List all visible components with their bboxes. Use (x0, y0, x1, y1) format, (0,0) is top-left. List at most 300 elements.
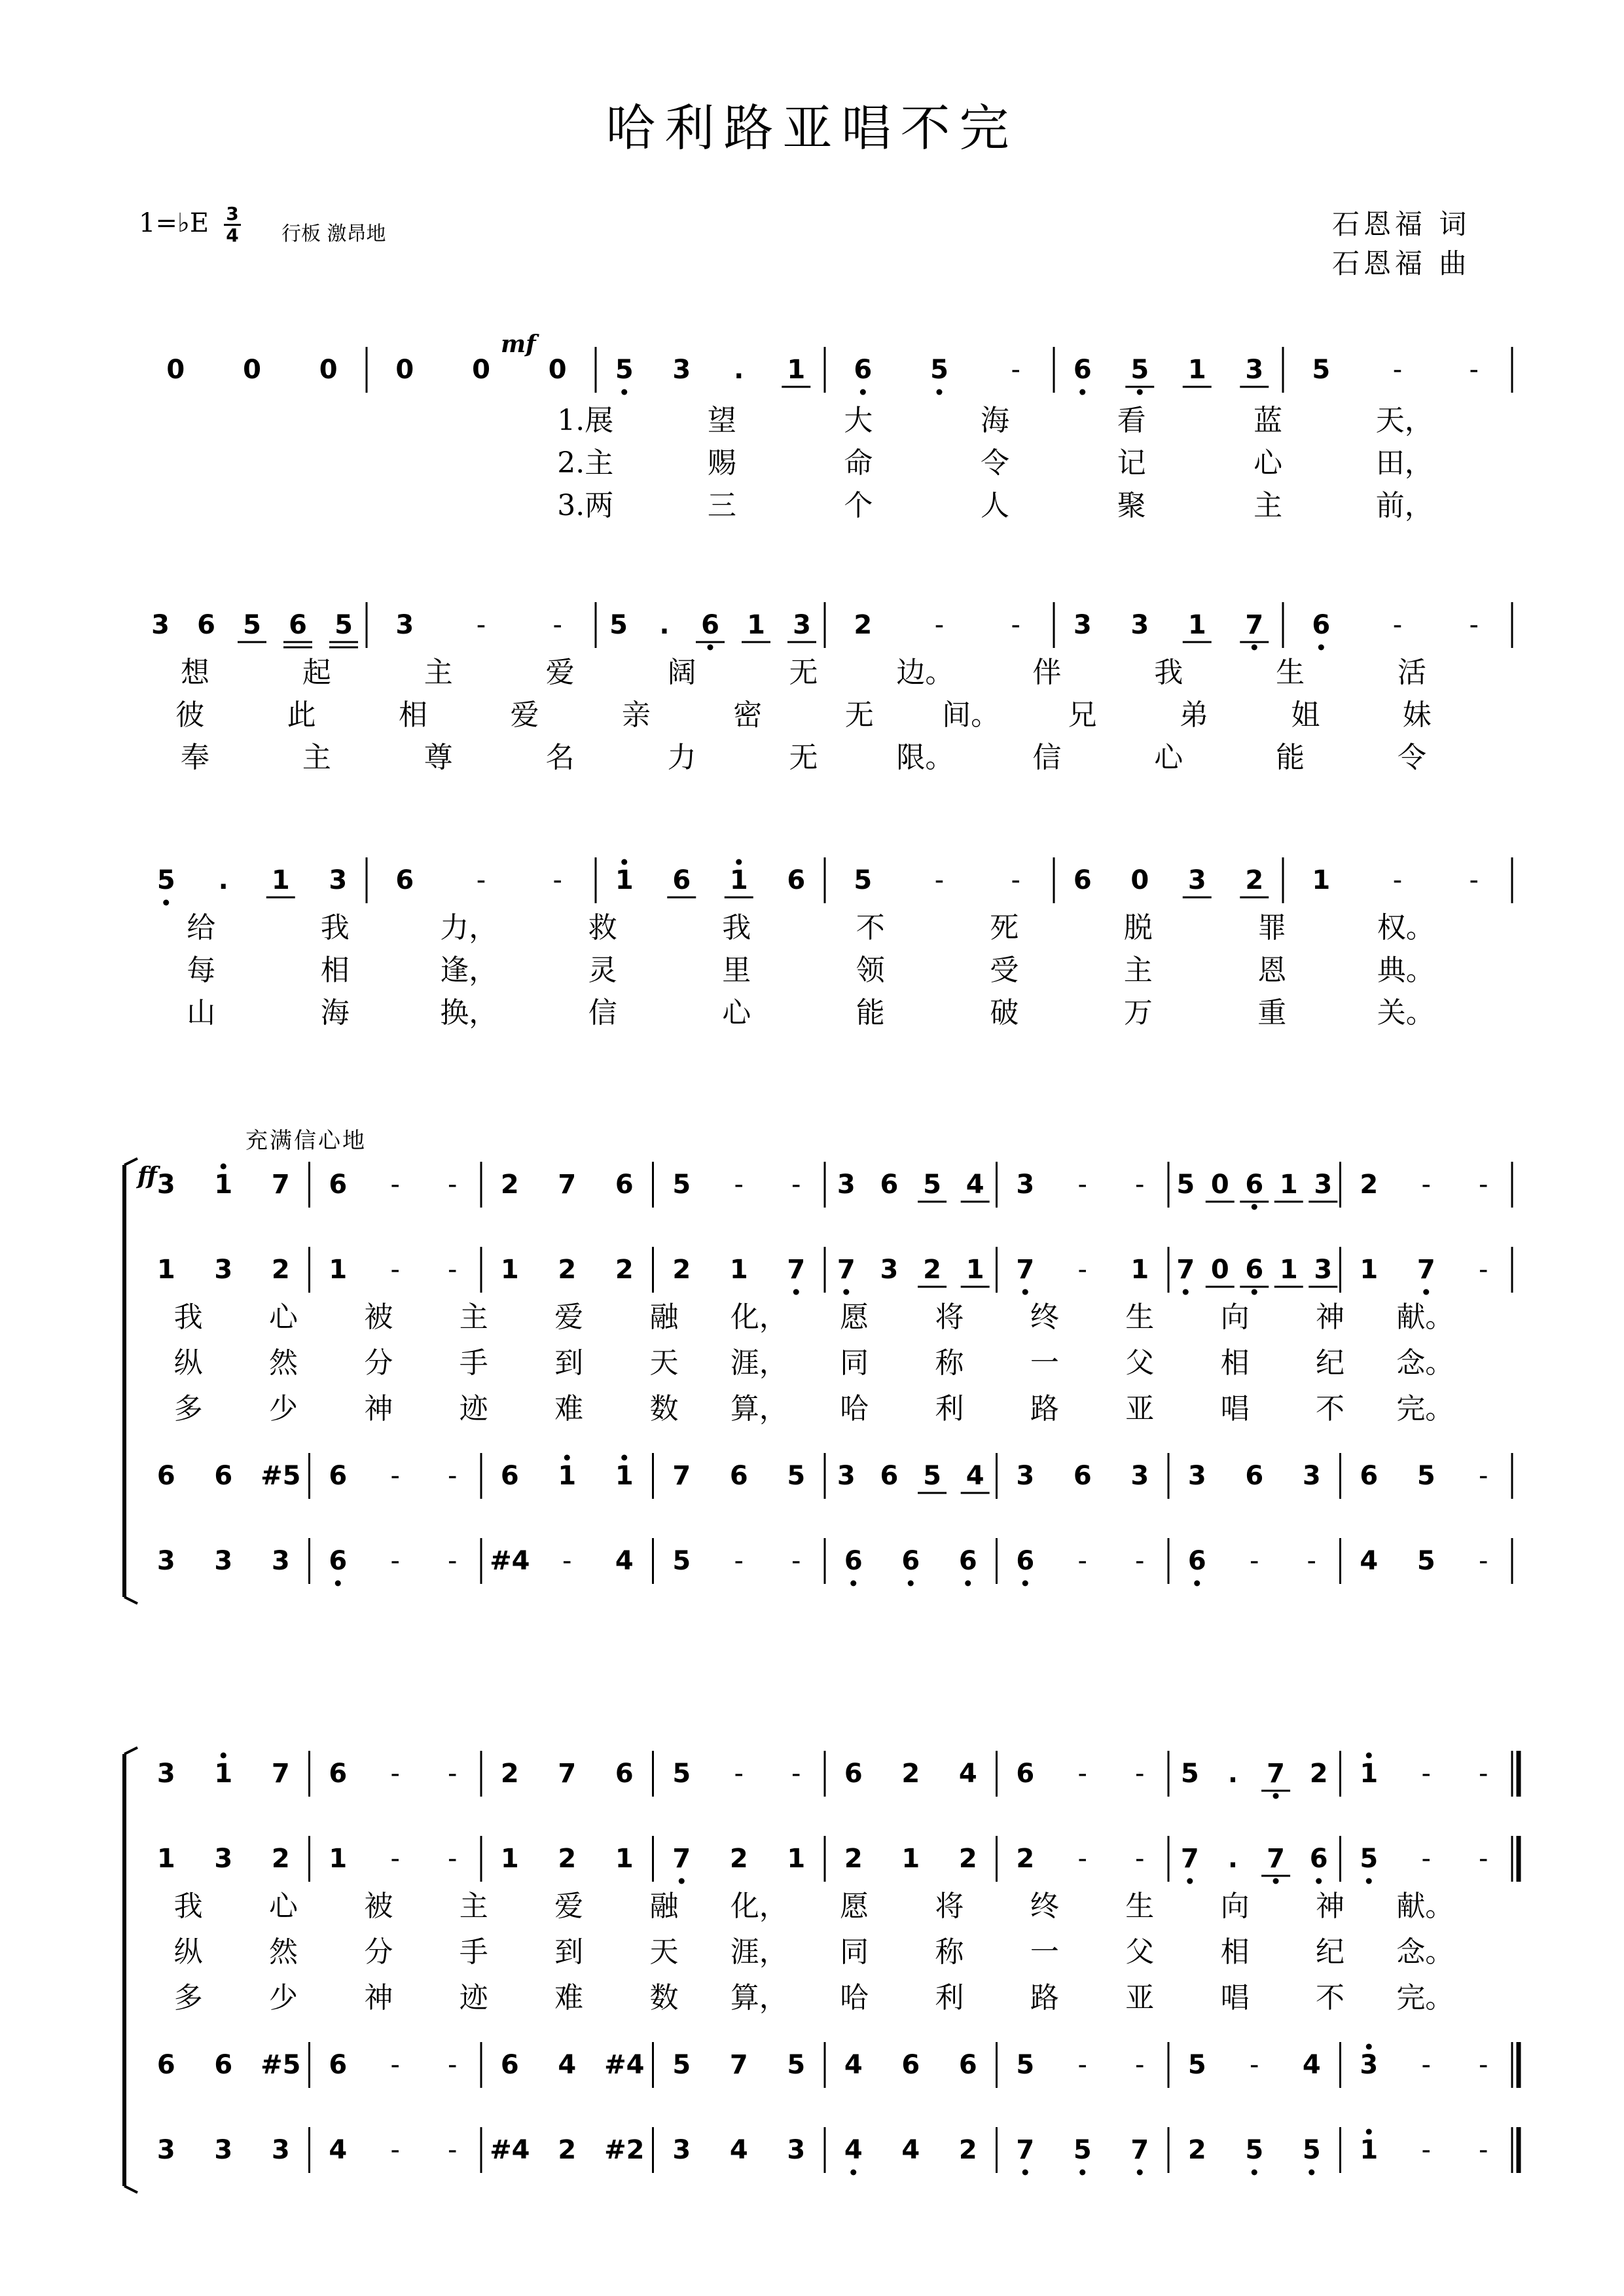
system-5-part-3-note: - (448, 2050, 458, 2080)
system-2-verse-3-syllable: 力 (667, 741, 696, 774)
system-3-verse-1-syllable: 我 (320, 911, 350, 944)
system-4-verse-1-syllable: 生 (1125, 1300, 1155, 1334)
system-2-note: 5 (334, 610, 353, 640)
system-3-verse-1-syllable: 罪 (1257, 911, 1287, 944)
system-5-part-4-note: 1 (1360, 2135, 1379, 2165)
system-2-note: 3 (1073, 610, 1092, 640)
system-4-part-4-note: 6 (1016, 1546, 1035, 1576)
tempo-marking: 行板 激昂地 (281, 223, 386, 245)
system-4-part-4-note: #4 (490, 1546, 530, 1576)
system-3-verse-1-syllable: 我 (722, 911, 751, 944)
system-3-verse-3-syllable: 换， (440, 996, 498, 1030)
system-4-part-1-note: 4 (965, 1170, 984, 1200)
system-4-part-1-note: 6 (615, 1170, 634, 1200)
system-4-part-3-note: 6 (214, 1461, 233, 1491)
system-4-verse-2-syllable: 然 (269, 1346, 298, 1380)
system-3-verse-2-syllable: 灵 (588, 954, 617, 987)
system-4-part-1-note: - (1479, 1170, 1489, 1200)
system-4-verse-2-syllable: 念。 (1396, 1346, 1454, 1380)
system-3-verse-2-syllable: 典。 (1377, 954, 1435, 987)
system-4-part-1-note: - (1421, 1170, 1431, 1200)
system-1-note: 0 (243, 355, 261, 385)
system-5-verse-1-syllable: 我 (173, 1890, 203, 1923)
system-5-part-4-note: - (448, 2135, 458, 2165)
system-4-verse-2-syllable: 纪 (1315, 1346, 1344, 1380)
system-4-part-2-note: - (390, 1255, 400, 1285)
system-5-part-2-note: 2 (1016, 1844, 1035, 1874)
system-4-part-1-note: 5 (672, 1170, 691, 1200)
system-1-verse-3-syllable: 主 (1254, 489, 1283, 522)
system-4-verse-1-syllable: 被 (364, 1300, 393, 1334)
time-signature-top: 3 (226, 203, 239, 224)
system-4-part-4-note: 3 (214, 1546, 233, 1576)
system-4-part-1-note: 6 (1245, 1170, 1264, 1200)
system-1-note: 0 (166, 355, 185, 385)
time-signature-bottom: 4 (226, 224, 239, 246)
system-5-part-2-note: 1 (329, 1844, 348, 1874)
system-4-part-2-note: 2 (615, 1255, 634, 1285)
system-4-part-3-note: 1 (558, 1461, 577, 1491)
system-5-part-3-note: 3 (1360, 2050, 1379, 2080)
system-4-part-2-note: - (1479, 1255, 1489, 1285)
system-5-verse-2-syllable: 纪 (1315, 1935, 1344, 1969)
system-5-part-1-note: - (390, 1759, 400, 1789)
system-2-verse-1-syllable: 我 (1154, 656, 1183, 689)
system-2-verse-3-syllable: 名 (545, 741, 575, 774)
system-4-part-1-note: 0 (1210, 1170, 1229, 1200)
system-4-part-4-note: 4 (615, 1546, 634, 1576)
system-2-note: . (659, 610, 670, 640)
system-5-verse-1-syllable: 化， (730, 1890, 788, 1923)
system-3-note: - (1011, 865, 1020, 895)
system-5-verse-2-syllable: 手 (459, 1935, 488, 1969)
system-4-part-2-note: 1 (729, 1255, 748, 1285)
system-4-verse-1-syllable: 我 (173, 1300, 203, 1334)
system-5-part-3-note: - (1250, 2050, 1259, 2080)
system-1-note: 6 (1073, 355, 1092, 385)
system-5-part-4-note: #4 (490, 2135, 530, 2165)
key-label: 1=♭E (139, 208, 209, 238)
system-1-verse-1-syllable: 1.展 (557, 404, 614, 437)
system-5-part-1-note: - (734, 1759, 744, 1789)
system-5-verse-2-syllable: 分 (364, 1935, 393, 1969)
system-4-verse-2-syllable: 涯， (730, 1346, 788, 1380)
song-title: 哈利路亚唱不完 (605, 99, 1019, 157)
system-4-verse-3-syllable: 迹 (459, 1392, 488, 1426)
system-5-part-4-note: #2 (604, 2135, 645, 2165)
system-4-verse-2-syllable: 手 (459, 1346, 488, 1380)
system-1-note: 1 (1187, 355, 1206, 385)
system-2-note: - (934, 610, 945, 640)
system-4-part-2-note: 7 (1176, 1255, 1195, 1285)
system-4-part-1-note: 7 (271, 1170, 290, 1200)
system-1-verse-1-syllable: 海 (981, 404, 1009, 437)
system-2-verse-1-syllable: 活 (1398, 656, 1427, 689)
system-4-part-4-note: 6 (958, 1546, 977, 1576)
system-1-verse-3-syllable: 三 (707, 489, 736, 522)
system-2-note: 5 (243, 610, 261, 640)
system-3-note: - (552, 865, 562, 895)
system-3-verse-1-syllable: 力， (440, 911, 498, 944)
system-2-verse-2-syllable: 此 (287, 698, 316, 732)
system-5-part-3-note: 4 (558, 2050, 577, 2080)
system-3-verse-2-syllable: 相 (320, 954, 350, 987)
system-1-note: 5 (615, 355, 634, 385)
system-5-part-2-note: - (1479, 1844, 1489, 1874)
system-4-part-4-note: - (390, 1546, 400, 1576)
system-5-verse-1-syllable: 向 (1220, 1890, 1250, 1923)
system-1-verse-1-syllable: 大 (844, 404, 873, 437)
system-4-part-1-note: - (448, 1170, 458, 1200)
system-4-part-2-note: 6 (1245, 1255, 1264, 1285)
system-1-verse-3-syllable: 个 (844, 489, 873, 522)
system-4-part-4-note: - (734, 1546, 744, 1576)
system-2-verse-2-syllable: 相 (399, 698, 428, 732)
system-5-part-3-note: 6 (901, 2050, 920, 2080)
system-5-verse-3-syllable: 不 (1315, 1981, 1344, 2015)
system-3-verse-2-syllable: 恩 (1257, 954, 1287, 987)
system-3-verse-1-syllable: 权。 (1377, 911, 1435, 944)
system-4-part-2-note: 0 (1210, 1255, 1229, 1285)
system-5-part-1-note: - (1135, 1759, 1145, 1789)
system-3-verse-2-syllable: 里 (722, 954, 751, 987)
system-4-part-4-note: 6 (1187, 1546, 1206, 1576)
system-3-verse-1-syllable: 给 (187, 911, 216, 944)
system-2-verse-2-syllable: 彼 (175, 698, 205, 732)
system-4-part-4-note: 6 (844, 1546, 863, 1576)
system-3-note: - (934, 865, 945, 895)
system-4-part-2-note: 2 (271, 1255, 290, 1285)
system-5-part-4-note: 5 (1073, 2135, 1092, 2165)
system-4-verse-1-syllable: 向 (1220, 1300, 1250, 1334)
system-5-part-1-note: 5 (1180, 1759, 1199, 1789)
system-5-part-4-note: 5 (1245, 2135, 1264, 2165)
system-5-part-3-note: 5 (787, 2050, 806, 2080)
system-4-part-1-note: - (791, 1170, 801, 1200)
system-1-note: 0 (395, 355, 414, 385)
system-4-part-3-note: 6 (1360, 1461, 1379, 1491)
system-4-verse-2-syllable: 一 (1030, 1346, 1059, 1380)
system-5-verse-3-syllable: 哈 (840, 1981, 869, 2015)
system-2-verse-1-syllable: 阔 (667, 656, 696, 689)
system-4-part-3-note: 4 (965, 1461, 984, 1491)
system-4-part-3-note: 3 (1016, 1461, 1035, 1491)
system-4-part-4-note: 4 (1360, 1546, 1379, 1576)
system-4-verse-1-syllable: 心 (269, 1300, 298, 1334)
system-2-verse-1-syllable: 无 (789, 656, 818, 689)
system-4-verse-3-syllable: 利 (935, 1392, 964, 1426)
system-4-verse-3-syllable: 多 (173, 1392, 203, 1426)
system-3-verse-2-syllable: 领 (856, 954, 885, 987)
system-1-verse-2-syllable: 赐 (707, 446, 736, 480)
system-5-verse-2-syllable: 同 (840, 1935, 869, 1969)
system-3-note: 1 (271, 865, 290, 895)
system-5-part-4-note: 3 (214, 2135, 233, 2165)
system-4-verse-2-syllable: 同 (840, 1346, 869, 1380)
system-3-verse-3-syllable: 山 (187, 996, 216, 1030)
system-4-verse-1-syllable: 神 (1315, 1300, 1344, 1334)
system-5-verse-1-syllable: 爱 (554, 1890, 584, 1923)
system-4-part-1-note: - (390, 1170, 400, 1200)
system-3-note: - (1392, 865, 1403, 895)
system-4-part-2-note: - (1077, 1255, 1087, 1285)
system-4-verse-1-syllable: 将 (935, 1300, 964, 1334)
system-4-verse-3-syllable: 不 (1315, 1392, 1344, 1426)
system-3-note: 1 (1312, 865, 1331, 895)
system-5-part-2-note: - (1077, 1844, 1087, 1874)
system-5-verse-1-syllable: 被 (364, 1890, 393, 1923)
system-2-note: 6 (197, 610, 215, 640)
system-5-part-3-note: - (1077, 2050, 1087, 2080)
system-4-part-2-note: 1 (1130, 1255, 1149, 1285)
system-2-note: - (476, 610, 486, 640)
system-1-verse-3-syllable: 3.两 (557, 489, 614, 522)
system-5-verse-2-syllable: 念。 (1396, 1935, 1454, 1969)
system-3-note: 1 (729, 865, 748, 895)
system-5-part-1-note: - (1077, 1759, 1087, 1789)
system-5-part-2-note: 1 (787, 1844, 806, 1874)
system-1-note: 1 (787, 355, 806, 385)
system-4-part-3-note: 3 (1130, 1461, 1149, 1491)
system-4-part-4-note: 3 (156, 1546, 175, 1576)
system-5-part-1-note: 6 (329, 1759, 348, 1789)
system-1-note: 0 (319, 355, 338, 385)
system-5-verse-2-syllable: 相 (1220, 1935, 1250, 1969)
system-4-part-3-note: 6 (729, 1461, 748, 1491)
system-5-part-1-note: . (1227, 1759, 1238, 1789)
system-1-verse-2-syllable: 田， (1375, 446, 1434, 480)
system-1-verse-3-syllable: 前， (1375, 489, 1434, 522)
system-4-part-2-note: 2 (923, 1255, 941, 1285)
system-5-verse-3-syllable: 数 (649, 1981, 679, 2015)
system-1-note: 0 (548, 355, 567, 385)
system-4-part-4-note: 5 (672, 1546, 691, 1576)
system-2-note: 1 (1187, 610, 1206, 640)
system-4-part-2-note: 7 (1016, 1255, 1035, 1285)
system-3-verse-2-syllable: 受 (990, 954, 1019, 987)
system-4-part-3-note: 6 (329, 1461, 348, 1491)
system-3-verse-3-syllable: 信 (588, 996, 617, 1030)
system-1-note: 5 (1312, 355, 1331, 385)
system-4-part-1-note: 6 (880, 1170, 899, 1200)
system-5-verse-3-syllable: 神 (364, 1981, 393, 2015)
system-5-part-2-note: . (1227, 1844, 1238, 1874)
system-5-part-1-note: 6 (844, 1759, 863, 1789)
system-5-part-1-note: 6 (615, 1759, 634, 1789)
system-1-verse-3-syllable: 聚 (1117, 489, 1146, 522)
system-5-part-4-note: 4 (901, 2135, 920, 2165)
system-4-part-1-note: 2 (500, 1170, 519, 1200)
system-5-part-2-note: 1 (156, 1844, 175, 1874)
system-2-verse-3-syllable: 无 (789, 741, 818, 774)
system-5-part-1-note: 1 (214, 1759, 233, 1789)
system-4-part-2-note: 1 (329, 1255, 348, 1285)
system-4-part-4-note: 3 (271, 1546, 290, 1576)
system-4-part-4-note: - (1479, 1546, 1489, 1576)
system-5-verse-1-syllable: 终 (1030, 1890, 1059, 1923)
system-5-part-3-note: - (1479, 2050, 1489, 2080)
system-5-verse-3-syllable: 迹 (459, 1981, 488, 2015)
system-5-part-1-note: - (1479, 1759, 1489, 1789)
system-5-part-2-note: 2 (558, 1844, 577, 1874)
system-4-verse-2-syllable: 天 (649, 1346, 679, 1380)
system-3-note: 0 (1130, 865, 1149, 895)
system-4-part-2-note: 1 (1279, 1255, 1298, 1285)
system-5-part-1-note: - (448, 1759, 458, 1789)
system-4-part-3-note: 6 (1245, 1461, 1264, 1491)
system-2-note: - (1469, 610, 1479, 640)
system-4-part-1-note: 3 (837, 1170, 856, 1200)
system-4-verse-2-syllable: 称 (935, 1346, 964, 1380)
system-5-part-2-note: 7 (672, 1844, 691, 1874)
system-3-note: 6 (672, 865, 691, 895)
system-2-verse-2-syllable: 间。 (942, 698, 1000, 732)
system-4-verse-3-syllable: 难 (554, 1392, 584, 1426)
system-4-part-3-note: 5 (923, 1461, 941, 1491)
system-2-verse-3-syllable: 能 (1276, 741, 1305, 774)
system-1-note: - (1011, 355, 1020, 385)
system-1-note: - (1392, 355, 1403, 385)
system-5-verse-2-syllable: 称 (935, 1935, 964, 1969)
system-5-verse-3-syllable: 完。 (1396, 1981, 1454, 2015)
system-4-verse-2-syllable: 相 (1220, 1346, 1250, 1380)
system-1-verse-2-syllable: 记 (1117, 446, 1146, 480)
system-5-part-3-note: 6 (958, 2050, 977, 2080)
system-3-verse-3-syllable: 重 (1257, 996, 1287, 1030)
system-2-note: 6 (1312, 610, 1331, 640)
system-5-part-2-note: 2 (958, 1844, 977, 1874)
system-2-note: - (1011, 610, 1020, 640)
system-4-verse-2-syllable: 分 (364, 1346, 393, 1380)
system-4-part-1-note: 7 (558, 1170, 577, 1200)
system-3-note: 1 (615, 865, 634, 895)
system-1-note: 3 (672, 355, 691, 385)
system-3-note: 5 (854, 865, 873, 895)
system-3-note: 2 (1245, 865, 1264, 895)
system-5-part-4-note: 3 (787, 2135, 806, 2165)
system-5-verse-3-syllable: 多 (173, 1981, 203, 2015)
system-4-part-3-note: - (390, 1461, 400, 1491)
system-5-part-3-note: 7 (729, 2050, 748, 2080)
system-5-verse-3-syllable: 利 (935, 1981, 964, 2015)
system-4-part-1-note: 6 (329, 1170, 348, 1200)
system-4-verse-3-syllable: 数 (649, 1392, 679, 1426)
system-4-part-3-note: 6 (500, 1461, 519, 1491)
system-4-part-2-note: 3 (214, 1255, 233, 1285)
system-3-verse-3-syllable: 破 (990, 996, 1019, 1030)
system-5-part-4-note: 2 (558, 2135, 577, 2165)
system-2-note: - (1392, 610, 1403, 640)
system-5-verse-2-syllable: 天 (649, 1935, 679, 1969)
system-4-part-2-note: 1 (965, 1255, 984, 1285)
system-5-part-2-note: 1 (901, 1844, 920, 1874)
system-5-part-4-note: 3 (672, 2135, 691, 2165)
system-2-note: - (552, 610, 562, 640)
system-1-verse-1-syllable: 看 (1117, 404, 1146, 437)
system-4-verse-1-syllable: 主 (459, 1300, 488, 1334)
system-5-part-4-note: 4 (329, 2135, 348, 2165)
system-1-note: 3 (1245, 355, 1264, 385)
system-4-verse-1-syllable: 终 (1030, 1300, 1059, 1334)
system-4-part-3-note: 3 (837, 1461, 856, 1491)
system-5-part-2-note: - (390, 1844, 400, 1874)
system-2-verse-3-syllable: 尊 (424, 741, 453, 774)
system-5-part-4-note: 2 (958, 2135, 977, 2165)
system-4-verse-2-syllable: 到 (554, 1346, 584, 1380)
system-5-part-4-note: 7 (1016, 2135, 1035, 2165)
system-4-part-2-note: 1 (1360, 1255, 1379, 1285)
system-2-verse-2-syllable: 兄 (1068, 698, 1097, 732)
system-2-verse-3-syllable: 信 (1032, 741, 1062, 774)
system-5-part-3-note: - (390, 2050, 400, 2080)
system-5-verse-3-syllable: 少 (269, 1981, 298, 2015)
system-5-part-1-note: 7 (1267, 1759, 1285, 1789)
system-5-part-1-note: 3 (156, 1759, 175, 1789)
system-4-part-1-note: 5 (923, 1170, 941, 1200)
system-5-verse-2-syllable: 父 (1125, 1935, 1155, 1969)
system-3-verse-1-syllable: 脱 (1123, 911, 1153, 944)
system-4-verse-3-syllable: 路 (1030, 1392, 1059, 1426)
system-4-part-1-note: 2 (1360, 1170, 1379, 1200)
system-5-part-2-note: 2 (271, 1844, 290, 1874)
system-5-part-2-note: - (1135, 1844, 1145, 1874)
system-5-part-4-note: - (1479, 2135, 1489, 2165)
system-5-verse-1-syllable: 融 (649, 1890, 679, 1923)
system-4-verse-3-syllable: 唱 (1220, 1392, 1250, 1426)
system-2-verse-3-syllable: 限。 (896, 741, 954, 774)
system-4-part-1-note: - (734, 1170, 744, 1200)
system-5-verse-1-syllable: 献。 (1396, 1890, 1454, 1923)
system-1-note: - (1469, 355, 1479, 385)
system-5-part-4-note: - (1421, 2135, 1431, 2165)
system-5-part-1-note: 6 (1016, 1759, 1035, 1789)
system-3-verse-3-syllable: 万 (1123, 996, 1153, 1030)
system-4-part-1-note: - (1077, 1170, 1087, 1200)
system-3-verse-3-syllable: 能 (856, 996, 885, 1030)
system-5-part-1-note: - (1421, 1759, 1431, 1789)
system-2-verse-1-syllable: 边。 (896, 656, 954, 689)
system-5-verse-2-syllable: 一 (1030, 1935, 1059, 1969)
expression-marking: 充满信心地 (245, 1128, 367, 1154)
system-5-part-3-note: 4 (844, 2050, 863, 2080)
system-2-verse-3-syllable: 令 (1398, 741, 1427, 774)
system-5-part-1-note: 1 (1360, 1759, 1379, 1789)
system-4-part-3-note: 6 (880, 1461, 899, 1491)
composer-credit: 石恩福 曲 (1332, 247, 1471, 279)
system-3-verse-3-syllable: 心 (722, 996, 751, 1030)
system-4-verse-2-syllable: 纵 (173, 1346, 203, 1380)
system-3-verse-3-syllable: 海 (320, 996, 350, 1030)
system-4-part-2-note: 1 (156, 1255, 175, 1285)
system-5-part-3-note: 6 (329, 2050, 348, 2080)
system-5-part-2-note: 6 (1309, 1844, 1328, 1874)
system-4-verse-1-syllable: 融 (649, 1300, 679, 1334)
system-4-part-2-note: 3 (1314, 1255, 1333, 1285)
system-4-part-3-note: 3 (1302, 1461, 1321, 1491)
system-4-part-4-note: 6 (901, 1546, 920, 1576)
system-1-note: 5 (930, 355, 948, 385)
system-3-verse-1-syllable: 不 (856, 911, 885, 944)
system-5-verse-1-syllable: 愿 (840, 1890, 869, 1923)
dynamic-mf: mf (501, 331, 536, 358)
system-2-verse-1-syllable: 伴 (1032, 656, 1062, 689)
system-2-verse-2-syllable: 亲 (621, 698, 651, 732)
system-5-part-1-note: 4 (958, 1759, 977, 1789)
system-4-part-2-note: 3 (880, 1255, 899, 1285)
system-4-part-4-note: - (562, 1546, 572, 1576)
system-5-part-3-note: 5 (672, 2050, 691, 2080)
system-5-part-4-note: - (390, 2135, 400, 2165)
